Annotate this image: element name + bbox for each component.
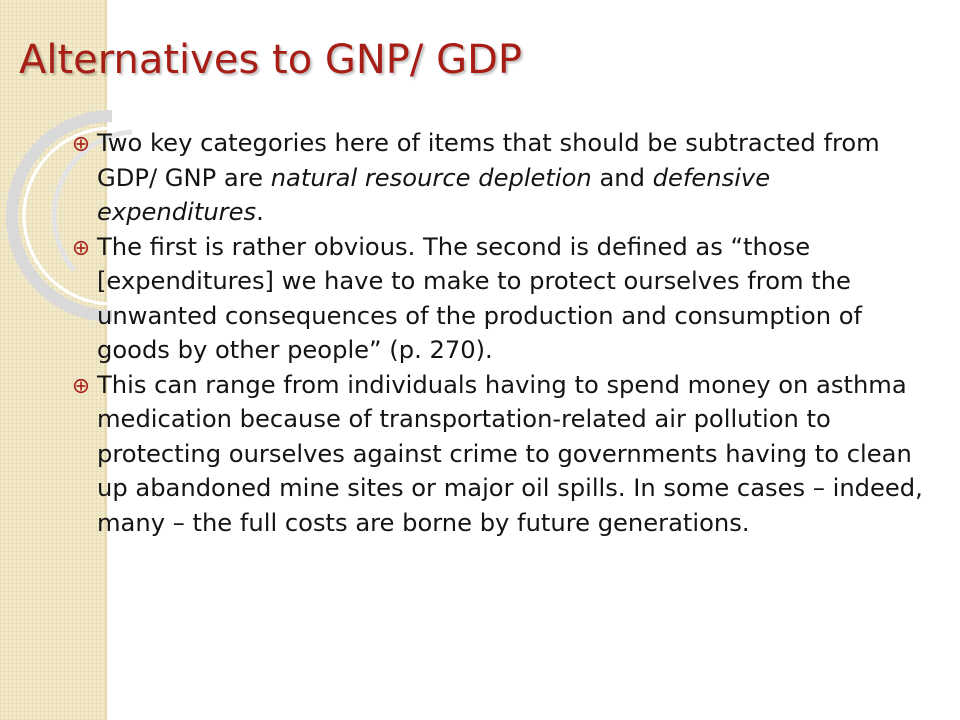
circled-plus-icon (73, 378, 89, 394)
bullet-item (70, 368, 938, 541)
bullet-item (70, 230, 938, 368)
bullet-item (70, 126, 938, 230)
bullet-text: This can range from individuals having to spend money on asthma medication because of transportation-related air pollution to protecting ourselves against crime to governments having to clean up abandoned mine sites or major oil spills. In some cases – indeed, many – the full costs are borne by future generations. (97, 370, 923, 537)
circled-plus-icon (73, 240, 89, 256)
circled-plus-icon (73, 136, 89, 152)
bullet-text: . (256, 198, 264, 226)
bullet-text: Two key categories here of items that should be subtracted from GDP/ GNP are (97, 129, 880, 192)
bullet-emphasis: defensive expenditures (97, 163, 771, 226)
bullet-text: and (591, 163, 653, 192)
bullet-emphasis: natural resource depletion (270, 163, 592, 192)
bullet-list (70, 126, 938, 540)
slide-title: Alternatives to GNP/ GDP (19, 37, 523, 83)
bullet-text: The first is rather obvious. The second is defined as “those [expenditures] we have to make to protect ourselves from the unwanted consequences of the production and consumption of goods by other people” (p. 270). (97, 232, 863, 364)
